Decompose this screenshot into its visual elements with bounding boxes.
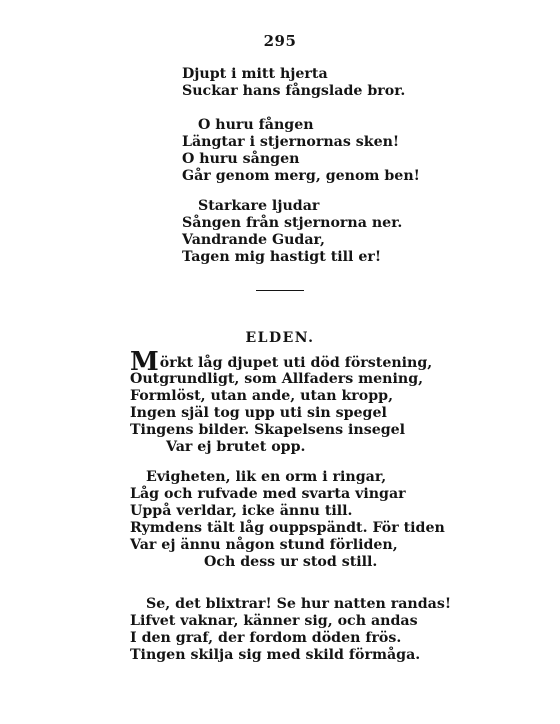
verse-line: Låg och rufvade med svarta vingar bbox=[130, 486, 406, 502]
stanza-continued-1 bbox=[182, 66, 405, 100]
verse-line: O huru sången bbox=[182, 151, 300, 167]
verse-line: Längtar i stjernornas sken! bbox=[182, 134, 400, 150]
verse-line: Tingens bilder. Skapelsens insegel bbox=[130, 422, 406, 438]
stanza-continued-2 bbox=[182, 117, 420, 185]
verse-line: I den graf, der fordom döden frös. bbox=[130, 630, 402, 646]
verse-line: Lifvet vaknar, känner sig, och andas bbox=[130, 613, 418, 629]
elden-stanza-3 bbox=[130, 596, 451, 664]
verse-line: Tingen skilja sig med skild förmåga. bbox=[130, 647, 421, 663]
verse-line: Sången från stjernorna ner. bbox=[182, 215, 403, 231]
verse-line: Går genom merg, genom ben! bbox=[182, 168, 420, 184]
verse-line: Rymdens tält låg ouppspändt. För tiden bbox=[130, 520, 445, 536]
poem-title: ELDEN. bbox=[245, 330, 315, 346]
first-line-text: örkt låg djupet uti död förstening, bbox=[159, 355, 433, 371]
verse-line: Se, det blixtrar! Se hur natten randas! bbox=[146, 596, 452, 612]
verse-line: Och dess ur stod still. bbox=[204, 554, 378, 570]
verse-line: Outgrundligt, som Allfaders mening, bbox=[130, 371, 424, 387]
elden-stanza-1 bbox=[130, 347, 433, 456]
verse-line: Var ej ännu någon stund förliden, bbox=[130, 537, 398, 553]
verse-line: Formlöst, utan ande, utan kropp, bbox=[130, 388, 394, 404]
elden-stanza-2 bbox=[130, 469, 445, 571]
verse-line: Tagen mig hastigt till er! bbox=[182, 249, 382, 265]
verse-line: Suckar hans fångslade bror. bbox=[182, 83, 406, 99]
page-number: 295 bbox=[263, 32, 297, 50]
verse-line-first bbox=[130, 347, 433, 377]
verse-line: Uppå verldar, icke ännu till. bbox=[130, 503, 353, 519]
verse-line: Evigheten, lik en orm i ringar, bbox=[146, 469, 387, 485]
verse-line: Ingen själ tog upp uti sin spegel bbox=[130, 405, 387, 421]
verse-line: O huru fången bbox=[198, 117, 314, 133]
verse-line: Starkare ljudar bbox=[198, 198, 320, 214]
drop-cap: M bbox=[130, 347, 159, 377]
stanza-continued-3 bbox=[182, 198, 402, 266]
verse-line: Var ej brutet opp. bbox=[166, 439, 306, 455]
verse-line: Vandrande Gudar, bbox=[182, 232, 325, 248]
section-divider bbox=[256, 290, 304, 291]
verse-line: Djupt i mitt hjerta bbox=[182, 66, 328, 82]
